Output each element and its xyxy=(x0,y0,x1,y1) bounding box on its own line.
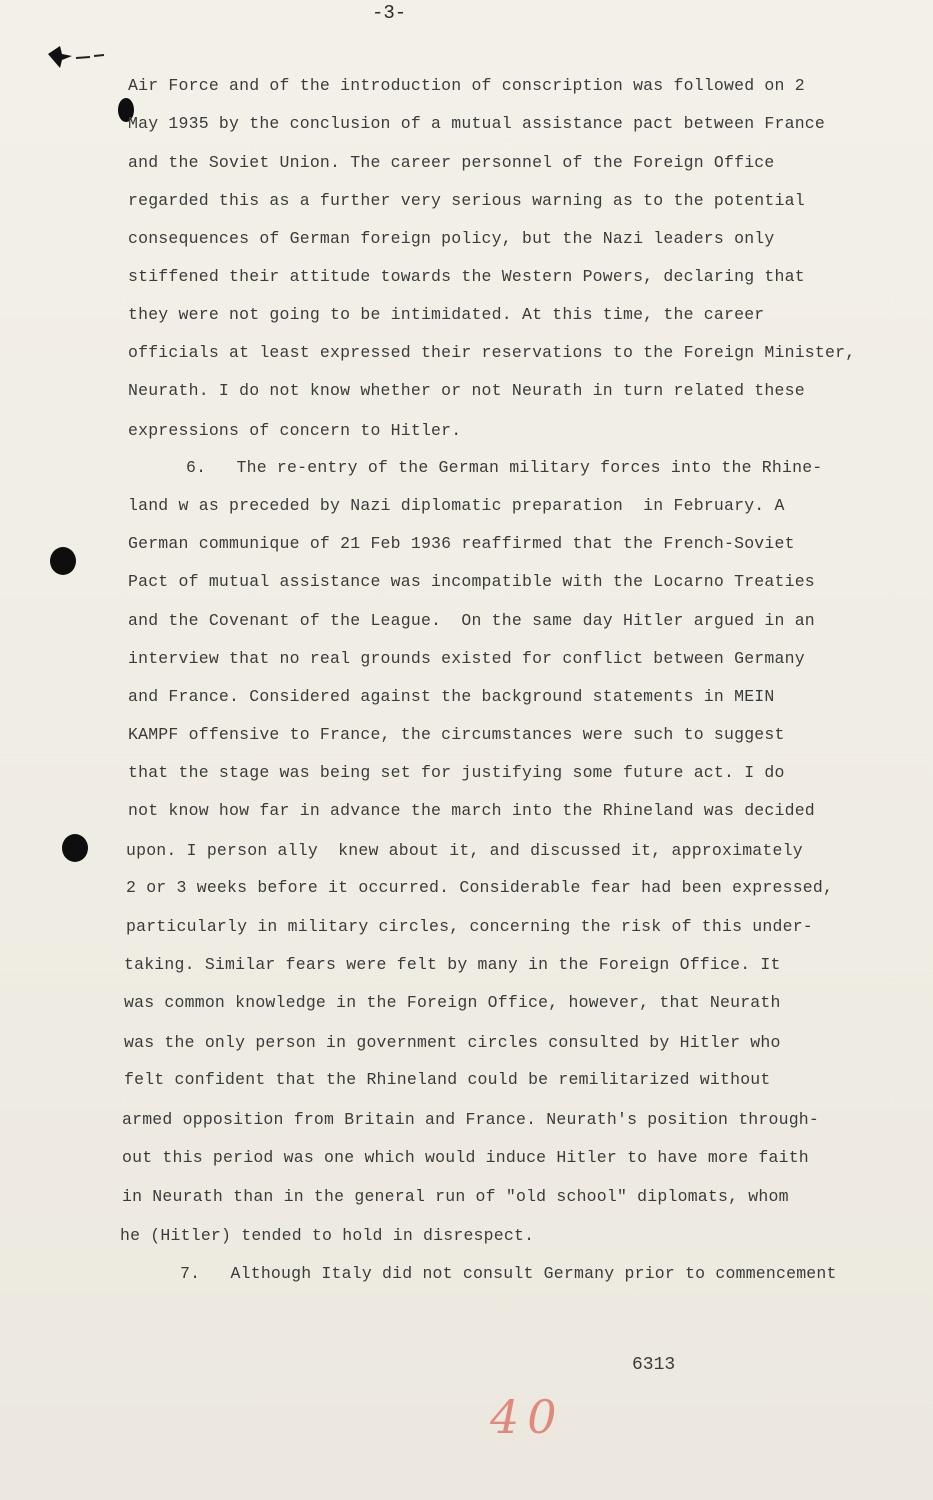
text-line: was the only person in government circles consulted by Hitler who xyxy=(124,1033,781,1052)
text-line: May 1935 by the conclusion of a mutual assistance pact between France xyxy=(128,114,826,133)
text-line: that the stage was being set for justifying some future act. I do xyxy=(128,763,785,782)
text-line: stiffened their attitude towards the Western Powers, declaring that xyxy=(128,267,805,286)
text-line: felt confident that the Rhineland could be remilitarized without xyxy=(124,1070,771,1089)
text-line: Neurath. I do not know whether or not Neurath in turn related these xyxy=(128,381,805,400)
text-line: not know how far in advance the march into the Rhineland was decided xyxy=(128,801,815,820)
text-line: KAMPF offensive to France, the circumstances were such to suggest xyxy=(128,725,785,744)
text-line: Air Force and of the introduction of conscription was followed on 2 xyxy=(128,76,805,95)
text-line: and the Soviet Union. The career personnel of the Foreign Office xyxy=(128,153,775,172)
text-line: particularly in military circles, concerning the risk of this under- xyxy=(126,917,813,936)
text-line: expressions of concern to Hitler. xyxy=(128,421,462,440)
punch-hole xyxy=(50,547,76,575)
handwritten-folio-number: 40 xyxy=(490,1390,565,1444)
text-line: 2 or 3 weeks before it occurred. Considerable fear had been expressed, xyxy=(126,878,834,897)
text-line: out this period was one which would induce Hitler to have more faith xyxy=(122,1148,809,1167)
text-line: German communique of 21 Feb 1936 reaffirmed that the French-Soviet xyxy=(128,534,795,553)
text-line: he (Hitler) tended to hold in disrespect. xyxy=(120,1226,535,1245)
document-number: 6313 xyxy=(632,1355,676,1375)
text-line: and the Covenant of the League. On the same day Hitler argued in an xyxy=(128,611,815,630)
text-line: armed opposition from Britain and France. Neurath's position through- xyxy=(122,1110,820,1129)
text-line: Pact of mutual assistance was incompatible with the Locarno Treaties xyxy=(128,572,815,591)
text-line: land w as preceded by Nazi diplomatic preparation in February. A xyxy=(128,496,785,515)
text-line: was common knowledge in the Foreign Office, however, that Neurath xyxy=(124,993,781,1012)
text-line: they were not going to be intimidated. At this time, the career xyxy=(128,305,765,324)
page-number: -3- xyxy=(372,2,407,24)
text-line: in Neurath than in the general run of "old school" diplomats, whom xyxy=(122,1187,789,1206)
punch-hole xyxy=(62,834,88,862)
paragraph-6-line: 6. The re-entry of the German military forces into the Rhine- xyxy=(186,458,823,477)
text-line: upon. I person ally knew about it, and discussed it, approximately xyxy=(126,841,803,860)
corner-arrow-mark xyxy=(46,44,108,70)
text-line: and France. Considered against the background statements in MEIN xyxy=(128,687,775,706)
text-line: interview that no real grounds existed for conflict between Germany xyxy=(128,649,805,668)
text-line: consequences of German foreign policy, but the Nazi leaders only xyxy=(128,229,775,248)
text-line: officials at least expressed their reservations to the Foreign Minister, xyxy=(128,343,856,362)
paragraph-7-line: 7. Although Italy did not consult Germany prior to commencement xyxy=(180,1264,837,1283)
text-line: taking. Similar fears were felt by many in the Foreign Office. It xyxy=(124,955,781,974)
text-line: regarded this as a further very serious warning as to the potential xyxy=(128,191,805,210)
